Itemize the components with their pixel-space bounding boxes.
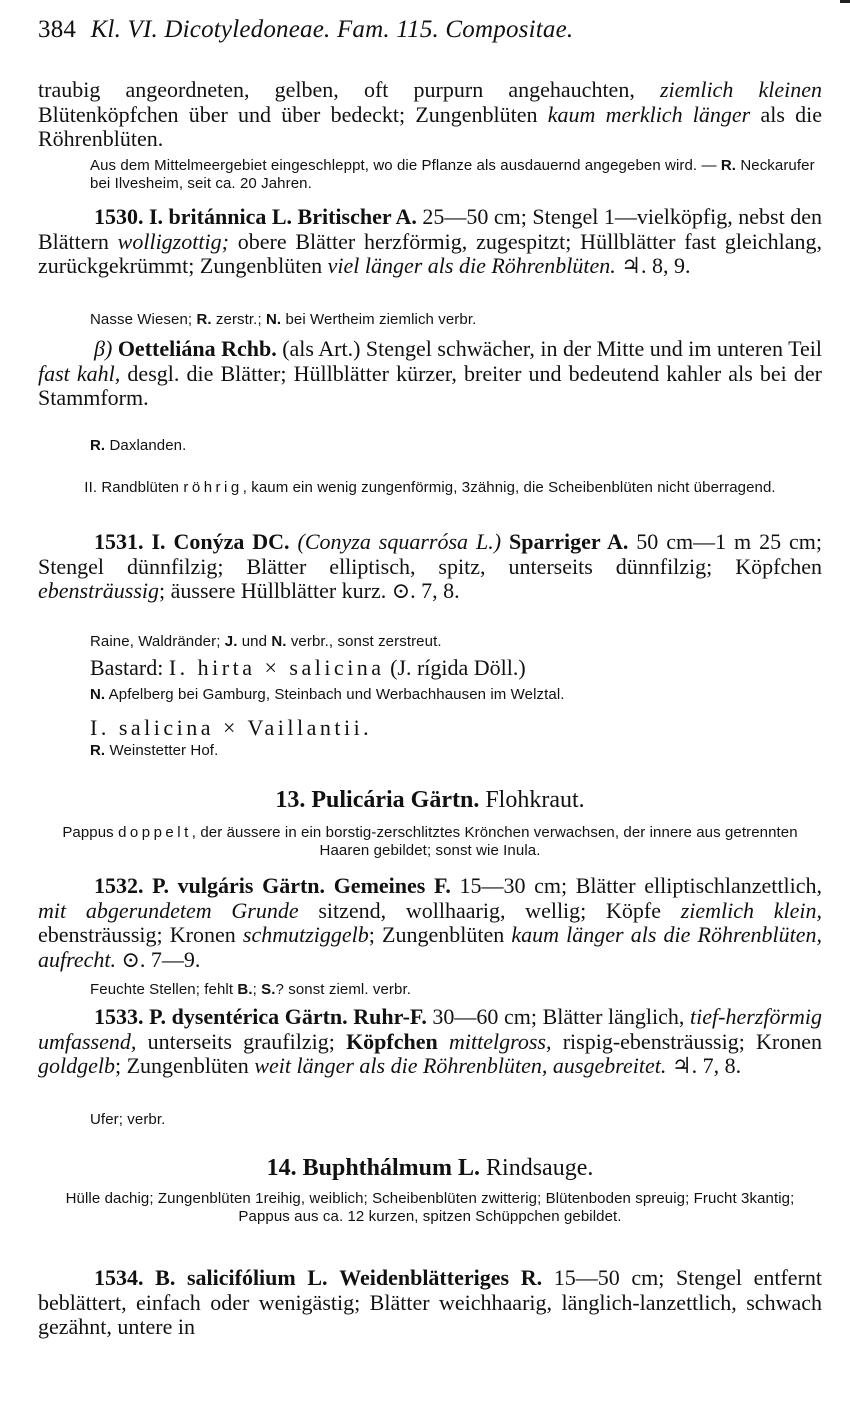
text: Feuchte Stellen; fehlt <box>90 981 238 998</box>
species-name: P. vulgáris Gärtn. <box>152 873 326 898</box>
text: 15—50 cm; Stengel entfernt beblättert, einfach oder wenigästig; Blätter weichhaarig, länglich-lanzettlich, schwach gezähnt, untere in <box>38 1265 823 1339</box>
text: sitzend, wollhaarig, wellig; Köpfe <box>298 897 681 923</box>
text: unterseits graufilzig; <box>136 1028 347 1054</box>
genus-number: 14. <box>266 1155 297 1181</box>
text: Nasse Wiesen; <box>90 311 197 328</box>
genus-13-heading <box>38 787 822 814</box>
text: obere Blätter herzförmig, zugespitzt; Hüllblätter fast gleichlang, zurückgekrümmt; Zungenblüten <box>38 228 822 278</box>
text: ; Zungenblüten <box>115 1053 255 1078</box>
entry-1532 <box>38 874 822 972</box>
section-ii <box>38 479 822 497</box>
text: Pappus <box>62 824 119 841</box>
running-header <box>38 16 822 44</box>
variety-name: Oetteliána Rchb. <box>117 336 277 361</box>
genus-name: Buphthálmum L. <box>302 1155 481 1181</box>
text-italic: ziemlich kleinen <box>660 77 823 102</box>
text-bold: Köpfchen <box>346 1028 438 1054</box>
text: (J. rígida Döll.) <box>384 655 526 680</box>
text-italic: kaum merklich länger <box>547 101 751 127</box>
text: verbr., sonst zerstreut. <box>286 633 442 650</box>
text: ♃. 7, 8. <box>666 1053 742 1078</box>
intro-note <box>38 157 822 192</box>
hybrid-name: I. hirta × salicina <box>168 655 385 680</box>
text: II. Randblüten <box>84 479 184 496</box>
text: Apfelberg bei Gamburg, Steinbach und Werbachhausen im Welztal. <box>105 686 565 703</box>
genus-common-name: Flohkraut. <box>479 787 585 813</box>
text-italic: goldgelb <box>38 1053 115 1078</box>
region-abbr: S. <box>261 981 276 998</box>
genus-number: 13. <box>275 787 306 813</box>
text: rispig-ebensträussig; Kronen <box>551 1028 823 1054</box>
text: Blütenköpfchen über und über bedeckt; Zungenblüten <box>38 101 548 127</box>
text: ? sonst zieml. verbr. <box>275 981 411 998</box>
text: (als Art.) Stengel schwächer, in der Mitte und im unteren Teil <box>276 336 822 361</box>
text-italic: ziemlich klein, <box>680 897 822 923</box>
hybrid2-line <box>38 716 822 741</box>
text: Hülle dachig; Zungenblüten 1reihig, weiblich; Scheibenblüten zwitterig; Blütenboden spreuig; Frucht 3kantig; Pappus aus ca. 12 kurzen, spitzen Schüppchen gebildet. <box>65 1190 795 1225</box>
entry-number: 1534. <box>94 1265 144 1290</box>
text: traubig angeordneten, gelben, oft purpurn angehauchten, <box>38 77 660 102</box>
species-name: B. salicifólium L. <box>155 1265 328 1290</box>
entry-1530 <box>38 205 822 279</box>
text: , der äussere in ein borstig-zerschlitztes Krönchen verwachsen, der innere aus getrennten Haaren gebildet; sonst wie Inula. <box>191 824 798 859</box>
species-name: I. Conýza DC. <box>151 529 290 554</box>
text-italic: viel länger als die Röhrenblüten. <box>327 253 616 278</box>
text: Raine, Waldränder; <box>90 633 225 650</box>
text: ⊙. 7—9. <box>116 946 201 972</box>
note-1532 <box>38 981 822 999</box>
text: Daxlanden. <box>105 437 187 454</box>
region-abbr: R. <box>90 742 106 759</box>
region-abbr: N. <box>90 686 106 703</box>
text: ; <box>252 981 262 998</box>
corner-mark <box>840 0 850 3</box>
genus-14-heading <box>38 1155 822 1182</box>
bastard-line <box>38 656 822 681</box>
entry-1534 <box>38 1266 822 1340</box>
genus-14-description <box>38 1190 822 1225</box>
text: ; äussere Hüllblätter kurz. ⊙. 7, 8. <box>159 578 460 603</box>
text: ebensträussig; Kronen <box>38 922 243 947</box>
entry-number: 1530. <box>94 204 144 229</box>
region-abbr: R. <box>720 157 737 174</box>
text-italic: tief-herzförmig umfassend, <box>38 1004 823 1054</box>
common-name: Ruhr-F. <box>353 1004 427 1029</box>
variety-symbol: β) <box>94 336 113 361</box>
text-italic: wolligzottig; <box>117 228 229 254</box>
text-italic: fast kahl, <box>38 360 121 386</box>
text: 25—50 cm; Stengel 1—vielköpfig, nebst den Blättern <box>38 204 822 254</box>
genus-13-description <box>38 824 822 859</box>
text: ; Zungenblüten <box>368 922 512 947</box>
note-1533 <box>38 1111 822 1129</box>
genus-name: Pulicária Gärtn. <box>311 787 480 813</box>
note-1530 <box>38 311 822 329</box>
region-abbr: J. <box>224 633 238 650</box>
common-name: Gemeines F. <box>333 873 451 898</box>
common-name: Weidenblätteriges R. <box>339 1265 543 1290</box>
text: 50 cm—1 m 25 cm; Stengel dünnfilzig; Blätter elliptisch, spitz, unterseits dünnfilzig; Köpfchen <box>38 529 823 579</box>
text: desgl. die Blätter; Hüllblätter kürzer, breiter und bedeutend kahler als bei der Stammform. <box>38 360 822 410</box>
synonym: (Conyza squarrósa L.) <box>297 529 502 554</box>
common-name: Britischer A. <box>297 204 417 229</box>
region-abbr: N. <box>265 311 282 328</box>
species-name: P. dysentérica Gärtn. <box>149 1004 348 1029</box>
text-spaced: röhrig <box>183 479 243 496</box>
text: Neckarufer bei Ilvesheim, seit ca. 20 Jahren. <box>90 157 815 192</box>
intro-paragraph <box>38 78 822 152</box>
species-name: I. británnica L. <box>149 204 293 229</box>
variety-beta <box>38 337 822 411</box>
text: Weinstetter Hof. <box>105 742 219 759</box>
text: Bastard: <box>90 655 169 680</box>
page-number: 384 <box>38 16 77 43</box>
text <box>438 1029 449 1054</box>
note-1531 <box>38 633 822 651</box>
entry-number: 1533. <box>94 1004 144 1029</box>
text-italic: kaum länger als die Röhrenblüten, aufrecht. <box>38 922 822 972</box>
text-italic: weit länger als die Röhrenblüten, ausgebreitet. <box>254 1053 667 1078</box>
region-abbr: R. <box>196 311 212 328</box>
text-italic: schmutziggelb <box>242 922 369 947</box>
entry-1531 <box>38 530 822 604</box>
text: zerstr.; <box>211 311 266 328</box>
text-spaced: doppelt <box>118 824 192 841</box>
text-italic: mit abgerundetem Grunde <box>38 897 299 923</box>
text: 15—30 cm; Blätter elliptischlanzettlich, <box>450 873 823 898</box>
text: , kaum ein wenig zungenförmig, 3zähnig, die Scheibenblüten nicht überragend. <box>242 479 776 496</box>
entry-1533 <box>38 1005 822 1079</box>
text: bei Wertheim ziemlich verbr. <box>281 311 477 328</box>
genus-common-name: Rindsauge. <box>480 1155 594 1181</box>
entry-number: 1531. <box>94 529 144 554</box>
running-title: Kl. VI. Dicotyledoneae. Fam. 115. Compositae. <box>90 16 574 43</box>
text: ♃. 8, 9. <box>615 253 691 278</box>
entry-number: 1532. <box>94 873 144 898</box>
region-abbr: R. <box>90 437 106 454</box>
text: Ufer; verbr. <box>90 1111 166 1128</box>
text: Aus dem Mittelmeergebiet eingeschleppt, wo die Pflanze als ausdauernd angegeben wird. — <box>90 157 721 174</box>
note-beta <box>38 437 822 455</box>
note-hybrid2 <box>38 742 822 760</box>
text-italic: mittelgross, <box>449 1028 552 1054</box>
common-name: Sparriger A. <box>508 529 629 554</box>
region-abbr: N. <box>271 633 287 650</box>
hybrid-name: I. salicina × Vaillantii. <box>90 715 373 740</box>
text: 30—60 cm; Blätter länglich, <box>426 1004 691 1029</box>
text: und <box>237 633 272 650</box>
note-bastard <box>38 686 822 704</box>
text-italic: ebensträussig <box>38 578 159 603</box>
text: als die Röhrenblüten. <box>38 101 822 151</box>
region-abbr: B. <box>237 981 253 998</box>
